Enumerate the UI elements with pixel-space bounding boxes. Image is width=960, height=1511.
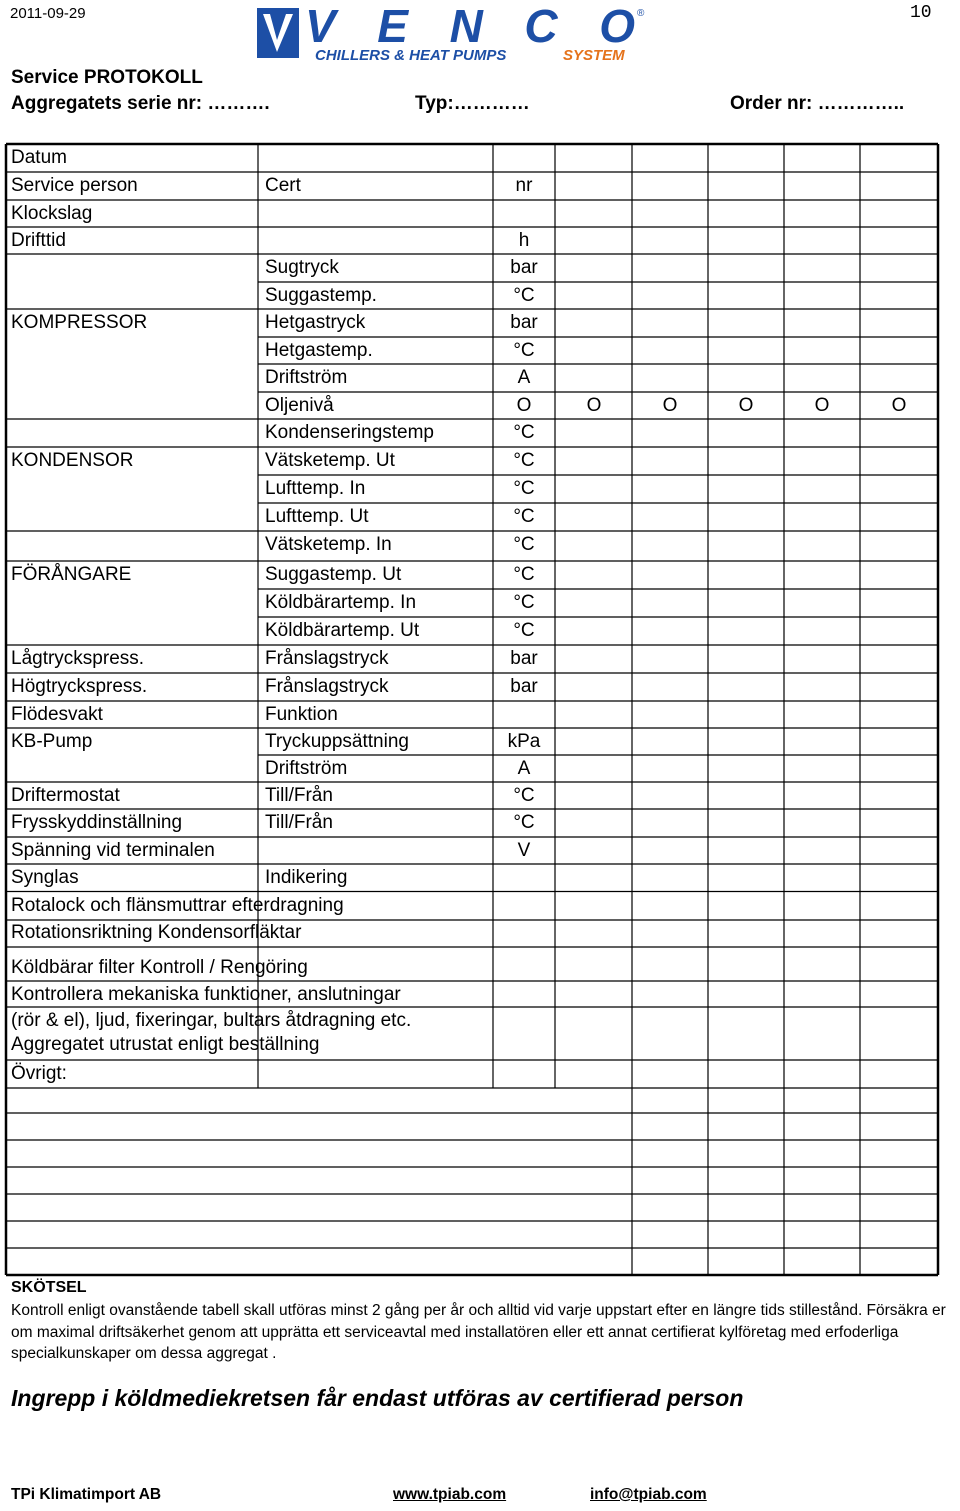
row-parameter: Funktion (265, 704, 338, 725)
page-number: 10 (910, 3, 932, 23)
row-label: Frysskyddinställning (11, 812, 183, 833)
serial-number-label: Aggregatets serie nr: ………. (11, 93, 270, 114)
row-unit: °C (513, 592, 535, 613)
row-parameter: Frånslagstryck (265, 648, 389, 669)
row-unit: °C (513, 450, 535, 471)
row-parameter: Hetgastemp. (265, 340, 373, 361)
row-unit: °C (513, 285, 535, 306)
row-parameter: Köldbärartemp. In (265, 592, 417, 613)
row-unit: °C (513, 534, 535, 555)
row-label: Klockslag (11, 203, 93, 224)
footer-company: TPi Klimatimport AB (11, 1486, 162, 1503)
row-unit: bar (510, 676, 538, 697)
row-label: Drifttid (11, 230, 66, 251)
row-parameter: Vätsketemp. In (265, 534, 392, 555)
row-parameter: Driftström (265, 367, 348, 388)
row-parameter: Lufttemp. In (265, 478, 366, 499)
check-aggregate-order: Aggregatet utrustat enligt beställning (11, 1034, 320, 1055)
oil-level-mark: O (891, 395, 907, 416)
row-parameter: Vätsketemp. Ut (265, 450, 395, 471)
check-rotalock: Rotalock och flänsmuttrar efterdragning (11, 895, 344, 916)
check-mechanical-2: (rör & el), ljud, fixeringar, bultars åtdragning etc. (11, 1010, 412, 1031)
row-unit: V (517, 840, 531, 861)
row-unit: nr (515, 175, 533, 196)
row-unit: °C (513, 478, 535, 499)
row-parameter: Suggastemp. (265, 285, 377, 306)
row-parameter: Till/Från (265, 785, 333, 806)
row-parameter: Lufttemp. Ut (265, 506, 369, 527)
type-label: Typ:………… (415, 93, 530, 114)
row-unit: °C (513, 564, 535, 585)
other-remarks-label: Övrigt: (11, 1063, 67, 1084)
row-parameter: Indikering (265, 867, 348, 888)
row-parameter: Sugtryck (265, 257, 339, 278)
row-parameter: Suggastemp. Ut (265, 564, 402, 585)
row-unit: bar (510, 257, 538, 278)
row-label: Lågtryckspress. (11, 648, 145, 669)
row-parameter: Köldbärartemp. Ut (265, 620, 420, 641)
row-parameter: Tryckuppsättning (265, 731, 409, 752)
row-unit: A (517, 367, 531, 388)
row-unit: bar (510, 648, 538, 669)
row-unit: °C (513, 620, 535, 641)
check-filter: Köldbärar filter Kontroll / Rengöring (11, 957, 308, 978)
row-unit: °C (513, 506, 535, 527)
footer-email-link[interactable]: info@tpiab.com (590, 1486, 707, 1503)
form-title: Service PROTOKOLL (11, 67, 203, 88)
check-fan-rotation: Rotationsriktning Kondensorfläktar (11, 922, 302, 943)
row-label: FÖRÅNGARE (11, 564, 132, 585)
oil-level-mark: O (662, 395, 678, 416)
row-unit: h (518, 230, 530, 251)
check-mechanical-1: Kontrollera mekaniska funktioner, anslutningar (11, 984, 401, 1005)
row-unit: °C (513, 340, 535, 361)
row-label: Service person (11, 175, 138, 196)
order-number-label: Order nr: ………….. (730, 93, 905, 114)
logo-registered-mark: ® (637, 8, 645, 19)
logo-brand: VENCO (305, 4, 635, 52)
row-parameter: Frånslagstryck (265, 676, 389, 697)
footer-website-link[interactable]: www.tpiab.com (393, 1486, 507, 1503)
document-date: 2011-09-29 (10, 5, 86, 22)
row-parameter: Till/Från (265, 812, 333, 833)
row-unit: kPa (507, 731, 541, 752)
row-unit: °C (513, 422, 535, 443)
row-label: Flödesvakt (11, 704, 103, 725)
row-unit: O (516, 395, 532, 416)
row-label: KONDENSOR (11, 450, 134, 471)
logo-tagline: CHILLERS & HEAT PUMPS (315, 47, 507, 64)
certification-warning: Ingrepp i köldmediekretsen får endast utföras av certifierad person (11, 1385, 744, 1411)
row-label: Driftermostat (11, 785, 120, 806)
row-parameter: Hetgastryck (265, 312, 366, 333)
row-label: Högtryckspress. (11, 676, 148, 697)
row-label: Synglas (11, 867, 79, 888)
row-unit: bar (510, 312, 538, 333)
row-label: Datum (11, 147, 67, 168)
row-parameter: Kondenseringstemp (265, 422, 434, 443)
maintenance-heading: SKÖTSEL (11, 1279, 87, 1296)
row-parameter: Cert (265, 175, 301, 196)
row-unit: °C (513, 785, 535, 806)
oil-level-mark: O (814, 395, 830, 416)
row-unit: A (517, 758, 531, 779)
row-parameter: Oljenivå (265, 395, 334, 416)
logo-tagline-system: SYSTEM (563, 47, 625, 64)
row-label: Spänning vid terminalen (11, 840, 215, 861)
row-label: KB-Pump (11, 731, 93, 752)
oil-level-mark: O (738, 395, 754, 416)
row-parameter: Driftström (265, 758, 348, 779)
row-label: KOMPRESSOR (11, 312, 148, 333)
row-unit: °C (513, 812, 535, 833)
oil-level-mark: O (586, 395, 602, 416)
maintenance-text: Kontroll enligt ovanstående tabell skall utföras minst 2 gång per år och alltid vid varje uppstart efter en längre tids stillestånd. Försäkra er om maximal driftsäkerhet genom att upprätta ett serviceavtal med installatören eller ett annat certifierat kylföretag med erfoderliga specialkunskaper om dessa aggregat . (11, 1302, 946, 1362)
